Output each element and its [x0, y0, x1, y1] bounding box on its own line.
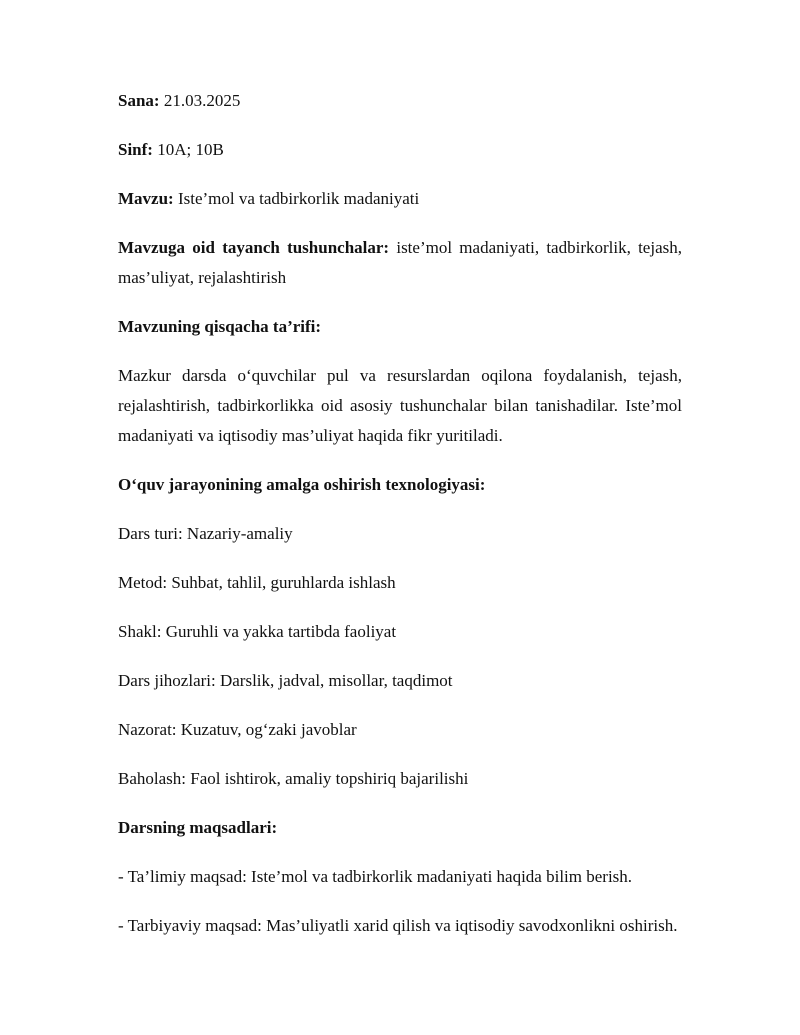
- topic-value: Iste’mol va tadbirkorlik madaniyati: [177, 189, 420, 208]
- goals-heading: Darsning maqsadlari:: [118, 818, 278, 837]
- class-label: Sinf:: [118, 140, 153, 159]
- date-line: [118, 86, 682, 116]
- lesson-type: Dars turi: Nazariy-amaliy: [118, 524, 293, 543]
- topic-line: [118, 184, 682, 214]
- method-line: Metod: Suhbat, tahlil, guruhlarda ishlash: [118, 573, 396, 592]
- topic-label: Mavzu:: [118, 189, 174, 208]
- concepts-label: Mavzuga oid tayanch tushunchalar:: [118, 238, 390, 257]
- summary-heading: Mavzuning qisqacha ta’rifi:: [118, 317, 322, 336]
- assessment-line: Baholash: Faol ishtirok, amaliy topshiriq bajarilishi: [118, 769, 469, 788]
- goal-educational: - Ta’limiy maqsad: Iste’mol va tadbirkorlik madaniyati haqida bilim berish.: [118, 867, 633, 886]
- date-value: 21.03.2025: [163, 91, 241, 110]
- class-value: 10A; 10B: [157, 140, 224, 159]
- control-line: Nazorat: Kuzatuv, og‘zaki javoblar: [118, 720, 357, 739]
- date-label: Sana:: [118, 91, 160, 110]
- form-line: Shakl: Guruhli va yakka tartibda faoliyat: [118, 622, 397, 641]
- document-page: [118, 86, 682, 960]
- goal-upbringing: - Tarbiyaviy maqsad: Mas’uliyatli xarid qilish va iqtisodiy savodxonlikni oshirish.: [118, 916, 678, 935]
- equipment-line: Dars jihozlari: Darslik, jadval, misollar, taqdimot: [118, 671, 453, 690]
- concepts-paragraph: [118, 233, 682, 293]
- concepts-value: iste’mol madaniyati, tadbirkorlik, tejash, mas’uliyat, rejalashtirish: [118, 238, 682, 287]
- technology-heading: O‘quv jarayonining amalga oshirish texnologiyasi:: [118, 475, 486, 494]
- class-line: [118, 135, 682, 165]
- summary-text: Mazkur darsda o‘quvchilar pul va resurslardan oqilona foydalanish, tejash, rejalashtirish, tadbirkorlikka oid asosiy tushunchalar bilan tanishadilar. Iste’mol madaniyati va iqtisodiy mas’uliyat haqida fikr yuritiladi.: [118, 366, 682, 445]
